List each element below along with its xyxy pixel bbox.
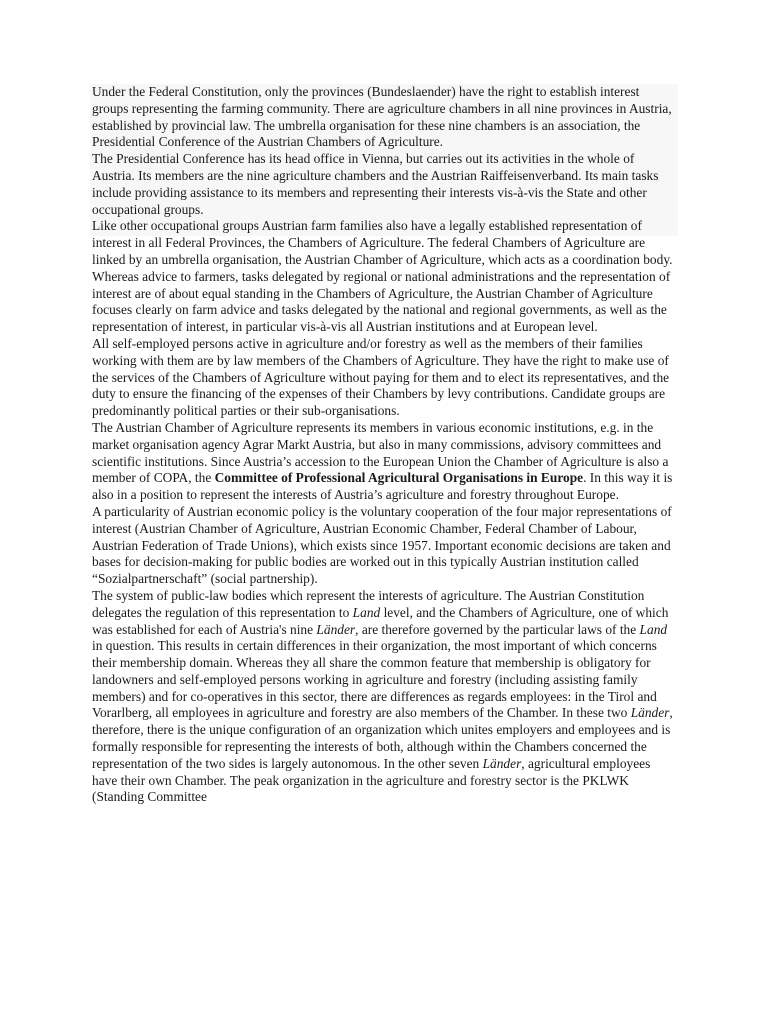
public-law-italic-4: Länder <box>630 705 670 721</box>
paragraph-presidential-conference: The Presidential Conference has its head office in Vienna, but carries out its activities in the whole of Austria. Its members are the nine agriculture chambers and the Austrian Raiffeisenverband. Its main tasks include providing assistance to its members and representing their interests vis-à-vis the State and other occupational groups. <box>92 151 659 217</box>
public-law-text-6: , agricultural employees have their own Chamber. The peak organization in the agriculture and forestry sector is the PKLWK (Standing Committee <box>92 755 651 805</box>
public-law-text-4: in question. This results in certain differences in their organization, the most important of which concerns their membership domain. Whereas they all share the common feature that membership is obligatory for landowners and self-employed persons working in agriculture and forestry (including assisting family members) and for co-operatives in this sector, there are differences as regards employees: in the Tirol and Vorarlberg, all employees in agriculture and forestry are also members of the Chamber. In these two <box>92 638 657 721</box>
public-law-text-1: The system of public-law bodies which represent the interests of agriculture. The Austrian Constitution delegates the regulation of this representation to <box>92 587 645 620</box>
public-law-italic-3: Land <box>639 621 668 637</box>
public-law-italic-2: Länder <box>316 621 356 637</box>
paragraph-social-partnership: A particularity of Austrian economic policy is the voluntary cooperation of the four major representations of interest (Austrian Chamber of Agriculture, Austrian Economic Chamber, Federal Chamber of Labour, Austrian Federation of Trade Unions), which exists since 1957. Important economic decisions are taken and bases for decision-making for public bodies are worked out in this typically Austrian institution called “Sozialpartnerschaft” (social partnership). <box>92 503 672 587</box>
paragraph-federal-constitution: Under the Federal Constitution, only the provinces (Bundeslaender) have the right to establish interest groups representing the farming community. There are agriculture chambers in all nine provinces in Austria, established by provincial law. The umbrella organisation for these nine chambers is an association, the Presidential Conference of the Austrian Chambers of Agriculture. <box>92 84 672 150</box>
public-law-text-2: level, and the Chambers of Agriculture, one of which was established for each of Austria's nine <box>92 604 669 637</box>
paragraph-occupational-groups: Like other occupational groups Austrian farm families also have a legally established representation of interest in all Federal Provinces, the Chambers of Agriculture. The federal Chambers of Agriculture are linked by an umbrella organisation, the Austrian Chamber of Agriculture, which acts as a coordination body. <box>92 218 673 267</box>
paragraph-public-law <box>92 588 676 806</box>
copa-text-after: . In this way it is also in a position to represent the interests of Austria’s agriculture and forestry throughout Europe. <box>92 470 673 503</box>
paragraph-farm-advice: Whereas advice to farmers, tasks delegated by regional or national administrations and the representation of interest are of about equal standing in the Chambers of Agriculture, the Austrian Chamber of Agriculture focuses clearly on farm advice and tasks delegated by the national and regional governments, as well as the representation of interest, in particular vis-à-vis all Austrian institutions and at European level. <box>92 268 671 335</box>
public-law-italic-1: Land <box>352 604 381 620</box>
public-law-text-5: , therefore, there is the unique configuration of an organization which unites employers and employees and is formally responsible for representing the interests of both, although within the Chambers concerned the representation of the two sides is largely autonomous. In the other seven <box>92 705 673 771</box>
paragraph-copa <box>92 420 676 504</box>
public-law-text-3: , are therefore governed by the particular laws of the <box>355 621 640 637</box>
public-law-italic-5: Länder <box>482 755 522 771</box>
copa-bold-name: Committee of Professional Agricultural Organisations in Europe <box>214 470 584 486</box>
paragraph-membership: All self-employed persons active in agriculture and/or forestry as well as the members of their families working with them are by law members of the Chambers of Agriculture. They have the right to make use of the services of the Chambers of Agriculture without paying for them and to elect its representatives, and the duty to ensure the financing of the expenses of their Chambers by levy contributions. Candidate groups are predominantly political parties or their sub-organisations. <box>92 335 670 419</box>
document-body <box>92 84 676 806</box>
copa-text-before: The Austrian Chamber of Agriculture represents its members in various economic institutions, e.g. in the market organisation agency Agrar Markt Austria, but also in many commissions, advisory committees and scientific institutions. Since Austria’s accession to the European Union the Chamber of Agriculture is also a member of COPA, the <box>92 419 669 486</box>
